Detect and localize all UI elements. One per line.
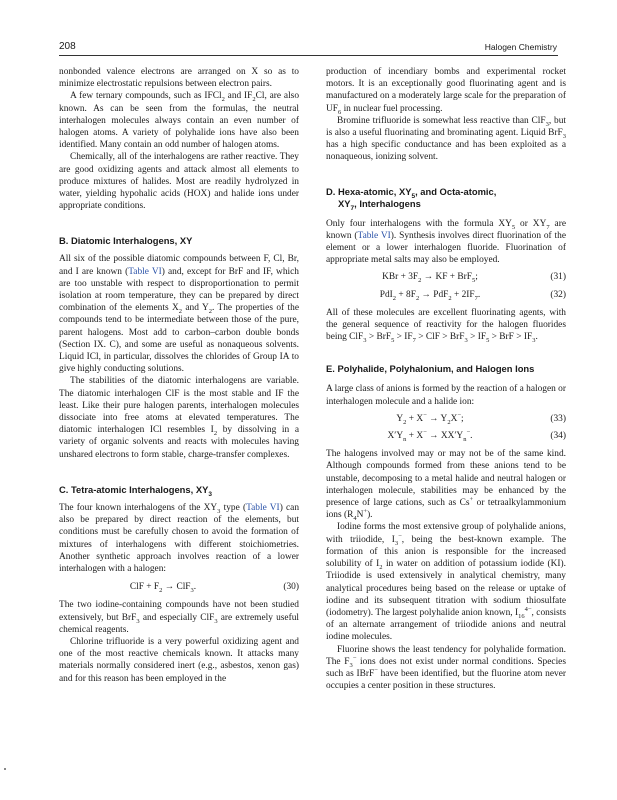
paragraph: A few ternary compounds, such as IFCl$_2$ and $IF_2Cl$, are also known. As can be seen from the formulas, the neutral interhalogen molecules always contain an even number of halogen atoms. A variety of polyhalide ions have also been identified. Many contain an odd number of halogen atoms. (59, 91, 300, 151)
table-link[interactable]: Table VI (357, 230, 391, 241)
paragraph: Bromine trifluoride is somewhat less reactive than ClF$_3$, but is also a useful fluorinating and brominating agent. Liquid BrF$_3$ has a high specific conductance and has been exploited as a nonaqueous, ionizing solvent. (326, 115, 566, 163)
table-link[interactable]: Table VI (128, 266, 162, 277)
table-link[interactable]: Table VI (246, 502, 280, 513)
paragraph: Chlorine trifluoride is a very powerful oxidizing agent and one of the most reactive chemicals known. It attacks many materials normally considered inert (e.g., asbestos, xenon gas) and for this reason has been employed in the (59, 636, 299, 684)
page-number: 208 (59, 41, 76, 52)
section-heading-c: C. Tetra-atomic Interhalogens, $XY_3$ (59, 483, 212, 498)
equation-number: (33) (550, 413, 566, 424)
paragraph: Fluorine shows the least tendency for polyhalide formation. The $F_3^-$ ions does not exist under normal conditions. Species such as IBrF− have been identified, but the fluorine atom never occupies a center position in these structures. (326, 644, 566, 692)
paragraph: The halogens involved may or may not be of the same kind. Although compounds formed from these anions tend to be unstable, decomposing to a metal halide and neutral halogen or interhalogen molecule, stabilities may be enhanced by the presence of large cations, such as Cs+ or tetraalkylammonium ions $(R_4N^+)$. (326, 449, 566, 523)
paragraph: The stabilities of the diatomic interhalogens are variable. The diatomic interhalogen ClF is the most stable and IF the least. Like their pure halogen parents, interhalogen molecules dissociate into free atoms at elevated temperatures. The diatomic interhalogen ICl resembles $I_2$ by dissolving in a variety of organic solvents and reacts with molecules having unshared electrons to form stable, charge-transfer complexes. (59, 376, 299, 460)
section-heading-d: D. Hexa-atomic, $XY_5$, and Octa-atomic, $XY_7$, Interhalogens (326, 185, 497, 212)
equation-number: (32) (550, 289, 566, 300)
section-heading-e: E. Polyhalide, Polyhalonium, and Halogen Ions (326, 363, 535, 375)
equation-33: $Y_2 + X^- \to Y_2X^-$; (33) (396, 411, 566, 426)
equation-31: KBr + $3F_2$ → KF + BrF$_5$; (31) (382, 272, 566, 285)
paragraph: Iodine forms the most extensive group of polyhalide anions, with triiodide, $I_3^-$, being the best-known example. The formation of this anion is responsible for the increased solubility of $I_2$ in water on addition of potassium iodide (KI). Triiodide is used extensively in analytical chemistry, many analytical procedures being based on the release or uptake of iodine and its subsequent titration with sodium thiosulfate (iodometry). The largest polyhalide anion known, $I_{16}^{4-}$, consists of an alternate arrangement of triiodide anions and neutral iodine molecules. (326, 522, 566, 643)
equation-number: (34) (550, 431, 566, 442)
header-rule (59, 55, 558, 56)
paragraph: The four known interhalogens of the $XY_3$ type (Table VI) can also be prepared by direct reaction of the elements, but conditions must be carefully chosen to avoid the formation of mixtures of interhalogens with different stoichiometries. Another synthetic approach involves reaction of a lower interhalogen with a halogen: (59, 502, 300, 574)
paragraph: All of these molecules are excellent fluorinating agents, with the general sequence of reactivity for the halogen fluorides being $ClF_3 > BrF_5 > IF_7$ > ClF > $BrF_3 > IF_5$ > BrF > $IF_3$. (326, 307, 566, 345)
paragraph: nonbonded valence electrons are arranged on X so as to minimize electrostatic repulsions between electron pairs. (59, 67, 299, 90)
section-heading-b: B. Diatomic Interhalogens, XY (59, 235, 193, 247)
left-column (59, 66, 299, 685)
running-title: Halogen Chemistry (484, 42, 557, 52)
equation-32: $PdI_2 + 8F_2 \to PdF_2 + 2IF_7$. (32) (379, 289, 566, 302)
paragraph: A large class of anions is formed by the reaction of a halogen or interhalogen molecule and a halide ion: (326, 384, 566, 407)
paragraph: All six of the possible diatomic compounds between F, Cl, Br, and I are known (Table VI) and, except for BrF and IF, which are too unstable with respect to disproportionation to permit isolation at room temperature, they can be prepared by direct combination of the elements $X_2$ and $Y_2$. The properties of the compounds tend to be intermediate between those of the pure, parent halogens. Most add to carbon–carbon double bonds (Section IX. C), and some are useful as nonaqueous solvents. Liquid ICl, in particular, dissolves the chlorides of Group IA to give highly conducting solutions. (59, 254, 299, 375)
paragraph: Only four interhalogens with the formula $XY_5$ or $XY_7$ are known (Table VI). Synthesis involves direct fluorination of the element or a lower interhalogen fluoride. Fluorination of appropriate metal salts may also be employed. (326, 218, 566, 266)
scan-mark (4, 768, 6, 770)
paragraph: production of incendiary bombs and experimental rocket motors. It is an exceptionally good fluorinating agent and is manufactured on a moderately large scale for the preparation of $UF_6$ in nuclear fuel processing. (326, 67, 566, 116)
paragraph: The two iodine-containing compounds have not been studied extensively, but BrF$_3$ and especially ClF$_3$ are extremely useful chemical reagents. (59, 600, 300, 635)
right-column (326, 66, 566, 692)
equation-34: $X'Y_n + X^- \to XX'Y_n^-$. (34) (387, 428, 566, 443)
equation-number: (31) (550, 272, 566, 283)
paragraph: Chemically, all of the interhalogens are rather reactive. They are good oxidizing agents and attack almost all elements to produce mixtures of halides. Most are readily hydrolyzed in water, yielding hypohalic acids (HOX) and halide ions under appropriate conditions. (59, 152, 299, 212)
equation-30: ClF + $F_2 \to ClF_3$. (30) (129, 582, 299, 594)
equation-number: (30) (283, 582, 299, 593)
